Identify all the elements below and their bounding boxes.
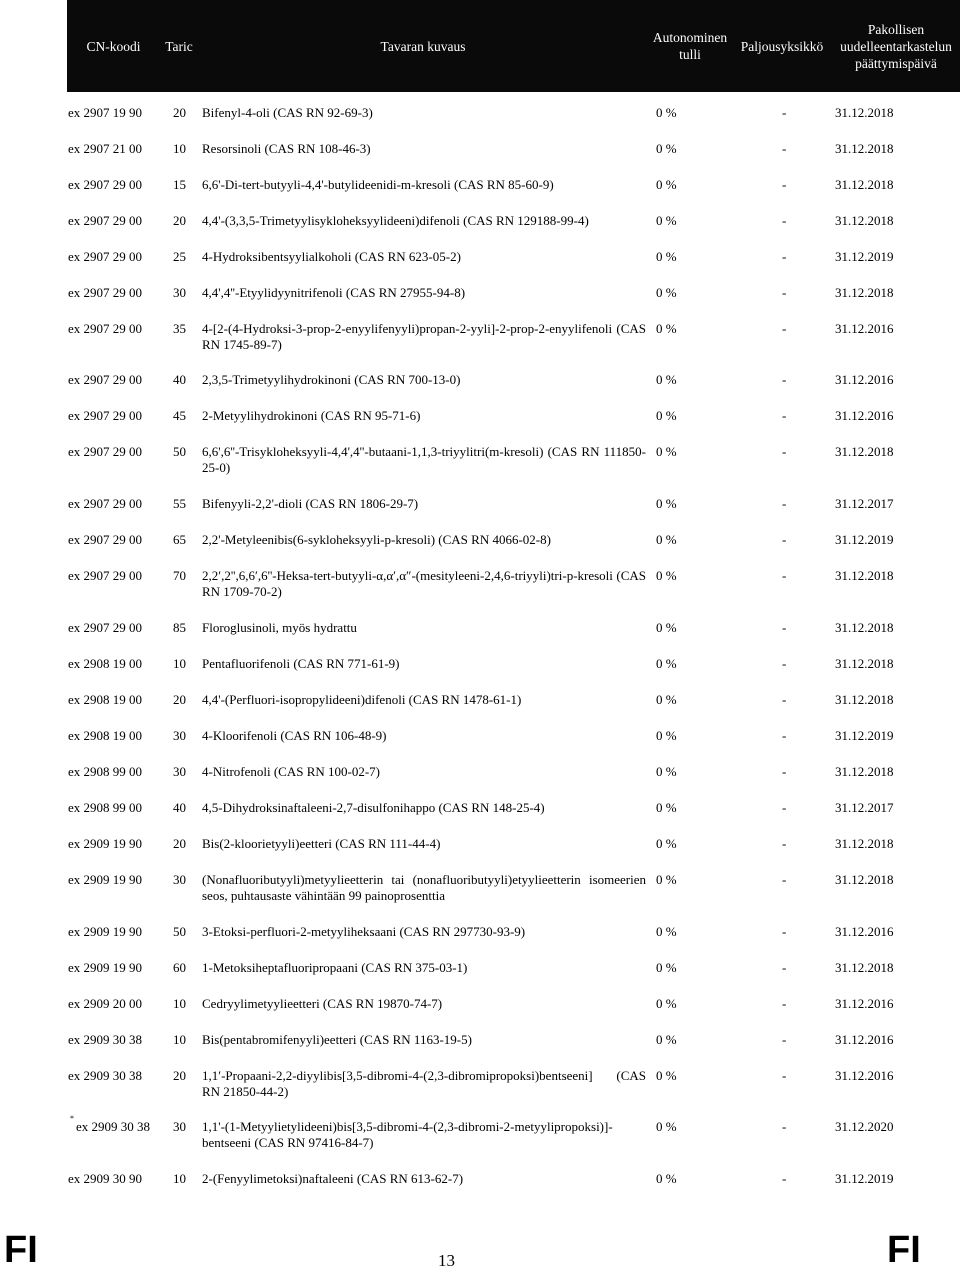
review-date: 31.12.2018 bbox=[835, 177, 894, 192]
duty-rate: 0 % bbox=[656, 764, 677, 779]
review-date: 31.12.2018 bbox=[835, 141, 894, 156]
review-date: 31.12.2018 bbox=[835, 960, 894, 975]
taric-code: 25 bbox=[173, 249, 186, 264]
duty-rate: 0 % bbox=[656, 836, 677, 851]
description: 4,4'-(3,3,5-Trimetyylisykloheksyylideeni)difenoli (CAS RN 129188-99-4) bbox=[202, 213, 589, 228]
header-review-date: Pakollisen uudelleentarkastelun päättymispäivä bbox=[840, 21, 952, 71]
supplementary-unit: - bbox=[782, 141, 787, 156]
footer-language-right: FI bbox=[887, 1229, 921, 1271]
supplementary-unit: - bbox=[782, 105, 787, 120]
taric-code: 85 bbox=[173, 620, 186, 635]
supplementary-unit: - bbox=[782, 444, 787, 459]
duty-rate: 0 % bbox=[656, 532, 677, 547]
description: 1,1′-Propaani-2,2-diyylibis[3,5-dibromi-4-(2,3-dibromipropoksi)bentseeni] (CAS RN 21850-44-2) bbox=[202, 1068, 646, 1099]
supplementary-unit: - bbox=[782, 620, 787, 635]
supplementary-unit: - bbox=[782, 408, 787, 423]
description: 4-Nitrofenoli (CAS RN 100-02-7) bbox=[202, 764, 381, 779]
review-date: 31.12.2018 bbox=[835, 568, 894, 583]
cn-code: ex 2907 21 00 bbox=[68, 141, 143, 156]
review-date: 31.12.2018 bbox=[835, 444, 894, 459]
review-date: 31.12.2018 bbox=[835, 213, 894, 228]
description: Cedryylimetyylieetteri (CAS RN 19870-74-7) bbox=[202, 996, 443, 1011]
supplementary-unit: - bbox=[782, 249, 787, 264]
review-date: 31.12.2019 bbox=[835, 728, 894, 743]
supplementary-unit: - bbox=[782, 656, 787, 671]
review-date: 31.12.2016 bbox=[835, 1032, 894, 1047]
cn-code: ex 2907 29 00 bbox=[68, 321, 143, 336]
duty-rate: 0 % bbox=[656, 213, 677, 228]
supplementary-unit: - bbox=[782, 836, 787, 851]
review-date: 31.12.2016 bbox=[835, 408, 894, 423]
taric-code: 30 bbox=[173, 728, 186, 743]
table-header bbox=[67, 0, 960, 92]
review-date: 31.12.2018 bbox=[835, 105, 894, 120]
supplementary-unit: - bbox=[782, 568, 787, 583]
supplementary-unit: - bbox=[782, 728, 787, 743]
cn-code: ex 2909 19 90 bbox=[68, 872, 143, 887]
page-number: 13 bbox=[438, 1251, 455, 1270]
cn-code: ex 2907 29 00 bbox=[68, 177, 143, 192]
review-date: 31.12.2017 bbox=[835, 800, 894, 815]
duty-rate: 0 % bbox=[656, 321, 677, 336]
supplementary-unit: - bbox=[782, 177, 787, 192]
duty-rate: 0 % bbox=[656, 620, 677, 635]
duty-rate: 0 % bbox=[656, 372, 677, 387]
duty-rate: 0 % bbox=[656, 692, 677, 707]
description: Bis(pentabromifenyyli)eetteri (CAS RN 1163-19-5) bbox=[202, 1032, 472, 1047]
duty-rate: 0 % bbox=[656, 924, 677, 939]
description: 2,3,5-Trimetyylihydrokinoni (CAS RN 700-13-0) bbox=[202, 372, 461, 387]
taric-code: 40 bbox=[173, 800, 186, 815]
description: Pentafluorifenoli (CAS RN 771-61-9) bbox=[202, 656, 400, 671]
taric-code: 20 bbox=[173, 105, 186, 120]
header-taric: Taric bbox=[165, 38, 193, 54]
taric-code: 20 bbox=[173, 1068, 186, 1083]
taric-code: 45 bbox=[173, 408, 186, 423]
description: 2,2′,2'',6,6′,6''-Heksa-tert-butyyli-α,α′,α″-(mesityleeni-2,4,6-triyyli)tri-p-kresoli (CAS RN 1709-70-2) bbox=[202, 568, 646, 599]
review-date: 31.12.2018 bbox=[835, 656, 894, 671]
header-autonomous-duty: Autonominen tulli bbox=[652, 30, 728, 62]
review-date: 31.12.2018 bbox=[835, 692, 894, 707]
taric-code: 35 bbox=[173, 321, 186, 336]
description: 4,5-Dihydroksinaftaleeni-2,7-disulfonihappo (CAS RN 148-25-4) bbox=[202, 800, 545, 815]
duty-rate: 0 % bbox=[656, 1119, 677, 1134]
description: 4-Hydroksibentsyylialkoholi (CAS RN 623-05-2) bbox=[202, 249, 461, 264]
supplementary-unit: - bbox=[782, 996, 787, 1011]
review-date: 31.12.2018 bbox=[835, 620, 894, 635]
cn-code: ex 2907 19 90 bbox=[68, 105, 143, 120]
review-date: 31.12.2020 bbox=[835, 1119, 894, 1134]
taric-code: 20 bbox=[173, 213, 186, 228]
supplementary-unit: - bbox=[782, 1119, 787, 1134]
taric-code: 70 bbox=[173, 568, 186, 583]
cn-code: ex 2907 29 00 bbox=[68, 444, 143, 459]
cn-code: ex 2909 19 90 bbox=[68, 960, 143, 975]
description: 4,4'-(Perfluori-isopropylideeni)difenoli (CAS RN 1478-61-1) bbox=[202, 692, 522, 707]
supplementary-unit: - bbox=[782, 1068, 787, 1083]
taric-code: 10 bbox=[173, 1171, 186, 1186]
footer-language-left: FI bbox=[4, 1229, 38, 1271]
review-date: 31.12.2016 bbox=[835, 924, 894, 939]
supplementary-unit: - bbox=[782, 213, 787, 228]
review-date: 31.12.2018 bbox=[835, 764, 894, 779]
taric-code: 40 bbox=[173, 372, 186, 387]
supplementary-unit: - bbox=[782, 960, 787, 975]
description: Floroglusinoli, myös hydrattu bbox=[202, 620, 357, 635]
description: Bifenyl-4-oli (CAS RN 92-69-3) bbox=[202, 105, 373, 120]
duty-rate: 0 % bbox=[656, 285, 677, 300]
taric-code: 60 bbox=[173, 960, 186, 975]
cn-code: ex 2908 99 00 bbox=[68, 800, 143, 815]
duty-rate: 0 % bbox=[656, 249, 677, 264]
cn-code: ex 2908 19 00 bbox=[68, 692, 143, 707]
supplementary-unit: - bbox=[782, 496, 787, 511]
description: (Nonafluoributyyli)metyylieetterin tai (nonafluoributyyli)etyylieetterin isomeerien seos, puhtausaste vähintään 99 painoprosenttia bbox=[202, 872, 646, 903]
supplementary-unit: - bbox=[782, 764, 787, 779]
supplementary-unit: - bbox=[782, 1171, 787, 1186]
review-date: 31.12.2019 bbox=[835, 532, 894, 547]
taric-code: 10 bbox=[173, 141, 186, 156]
supplementary-unit: - bbox=[782, 372, 787, 387]
cn-code: ex 2908 99 00 bbox=[68, 764, 143, 779]
duty-rate: 0 % bbox=[656, 800, 677, 815]
duty-rate: 0 % bbox=[656, 1171, 677, 1186]
cn-code: ex 2907 29 00 bbox=[68, 372, 143, 387]
description: 2-(Fenyylimetoksi)naftaleeni (CAS RN 613-62-7) bbox=[202, 1171, 464, 1186]
cn-code: ex 2909 30 38 bbox=[68, 1032, 143, 1047]
header-cn-code: CN-koodi bbox=[86, 38, 141, 54]
taric-code: 65 bbox=[173, 532, 186, 547]
taric-code: 20 bbox=[173, 836, 186, 851]
supplementary-unit: - bbox=[782, 285, 787, 300]
duty-rate: 0 % bbox=[656, 568, 677, 583]
taric-code: 30 bbox=[173, 764, 186, 779]
duty-rate: 0 % bbox=[656, 444, 677, 459]
review-date: 31.12.2016 bbox=[835, 372, 894, 387]
supplementary-unit: - bbox=[782, 532, 787, 547]
taric-code: 30 bbox=[173, 1119, 186, 1134]
description: 6,6'-Di-tert-butyyli-4,4'-butylideenidi-m-kresoli (CAS RN 85-60-9) bbox=[202, 177, 554, 192]
description: 4,4',4''-Etyylidyynitrifenoli (CAS RN 27955-94-8) bbox=[202, 285, 466, 300]
description: 2,2'-Metyleenibis(6-sykloheksyyli-p-kresoli) (CAS RN 4066-02-8) bbox=[202, 532, 551, 547]
duty-rate: 0 % bbox=[656, 1068, 677, 1083]
description: 1,1'-(1-Metyylietylideeni)bis[3,5-dibromi-4-(2,3-dibromi-2-metyylipropoksi)]-bentseeni (CAS RN 97416-84-7) bbox=[202, 1119, 613, 1150]
description: 2-Metyylihydrokinoni (CAS RN 95-71-6) bbox=[202, 408, 421, 423]
asterisk-marker: * bbox=[70, 1114, 74, 1123]
taric-code: 30 bbox=[173, 285, 186, 300]
duty-rate: 0 % bbox=[656, 728, 677, 743]
description: 3-Etoksi-perfluori-2-metyyliheksaani (CAS RN 297730-93-9) bbox=[202, 924, 526, 939]
cn-code: ex 2909 30 90 bbox=[68, 1171, 143, 1186]
duty-rate: 0 % bbox=[656, 1032, 677, 1047]
supplementary-unit: - bbox=[782, 800, 787, 815]
cn-code: ex 2908 19 00 bbox=[68, 728, 143, 743]
taric-code: 55 bbox=[173, 496, 186, 511]
cn-code: ex 2907 29 00 bbox=[68, 620, 143, 635]
taric-code: 10 bbox=[173, 656, 186, 671]
supplementary-unit: - bbox=[782, 692, 787, 707]
description: Bifenyyli-2,2'-dioli (CAS RN 1806-29-7) bbox=[202, 496, 419, 511]
review-date: 31.12.2018 bbox=[835, 285, 894, 300]
cn-code: ex 2909 19 90 bbox=[68, 836, 143, 851]
duty-rate: 0 % bbox=[656, 656, 677, 671]
taric-code: 10 bbox=[173, 1032, 186, 1047]
review-date: 31.12.2018 bbox=[835, 836, 894, 851]
cn-code: ex 2907 29 00 bbox=[68, 213, 143, 228]
cn-code: ex 2907 29 00 bbox=[68, 408, 143, 423]
taric-code: 15 bbox=[173, 177, 186, 192]
description: 4-Kloorifenoli (CAS RN 106-48-9) bbox=[202, 728, 387, 743]
review-date: 31.12.2016 bbox=[835, 1068, 894, 1083]
review-date: 31.12.2017 bbox=[835, 496, 894, 511]
cn-code: ex 2907 29 00 bbox=[68, 532, 143, 547]
description: 6,6',6''-Trisykloheksyyli-4,4',4''-butaani-1,1,3-triyylitri(m-kresoli) (CAS RN 111850-25-0) bbox=[202, 444, 646, 475]
supplementary-unit: - bbox=[782, 321, 787, 336]
duty-rate: 0 % bbox=[656, 960, 677, 975]
cn-code: ex 2909 20 00 bbox=[68, 996, 143, 1011]
header-supplementary-unit: Paljousyksikkö bbox=[740, 38, 824, 54]
duty-rate: 0 % bbox=[656, 141, 677, 156]
taric-code: 30 bbox=[173, 872, 186, 887]
cn-code: ex 2907 29 00 bbox=[68, 285, 143, 300]
review-date: 31.12.2016 bbox=[835, 321, 894, 336]
supplementary-unit: - bbox=[782, 872, 787, 887]
duty-rate: 0 % bbox=[656, 996, 677, 1011]
review-date: 31.12.2018 bbox=[835, 872, 894, 887]
description: 1-Metoksiheptafluoripropaani (CAS RN 375-03-1) bbox=[202, 960, 468, 975]
duty-rate: 0 % bbox=[656, 496, 677, 511]
cn-code: ex 2909 30 38 bbox=[68, 1068, 143, 1083]
taric-code: 50 bbox=[173, 924, 186, 939]
cn-code: ex 2908 19 00 bbox=[68, 656, 143, 671]
review-date: 31.12.2019 bbox=[835, 1171, 894, 1186]
description: 4-[2-(4-Hydroksi-3-prop-2-enyylifenyyli)propan-2-yyli]-2-prop-2-enyylifenoli (CAS RN 1745-89-7) bbox=[202, 321, 646, 352]
review-date: 31.12.2016 bbox=[835, 996, 894, 1011]
taric-code: 10 bbox=[173, 996, 186, 1011]
duty-rate: 0 % bbox=[656, 408, 677, 423]
cn-code: ex 2907 29 00 bbox=[68, 249, 143, 264]
taric-code: 50 bbox=[173, 444, 186, 459]
supplementary-unit: - bbox=[782, 924, 787, 939]
description: Resorsinoli (CAS RN 108-46-3) bbox=[202, 141, 371, 156]
cn-code: ex 2909 19 90 bbox=[68, 924, 143, 939]
header-description: Tavaran kuvaus bbox=[380, 38, 466, 54]
duty-rate: 0 % bbox=[656, 177, 677, 192]
cn-code: ex 2909 30 38 bbox=[76, 1119, 151, 1134]
cn-code: ex 2907 29 00 bbox=[68, 496, 143, 511]
description: Bis(2-kloorietyyli)eetteri (CAS RN 111-44-4) bbox=[202, 836, 441, 851]
taric-code: 20 bbox=[173, 692, 186, 707]
duty-rate: 0 % bbox=[656, 872, 677, 887]
duty-rate: 0 % bbox=[656, 105, 677, 120]
review-date: 31.12.2019 bbox=[835, 249, 894, 264]
supplementary-unit: - bbox=[782, 1032, 787, 1047]
cn-code: ex 2907 29 00 bbox=[68, 568, 143, 583]
